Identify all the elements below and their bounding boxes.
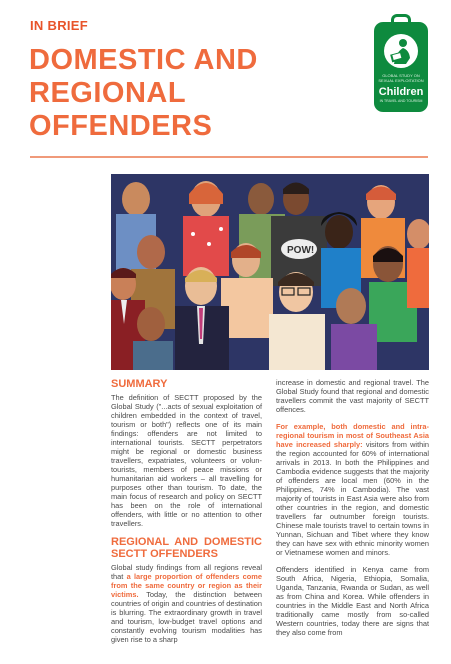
regional-body-end: Today, the distinction between countries of origin and countries of destination is blurring. The extraordinary growth in travel and tourism, low-budget travel options and constantly evolving tourism modalities has given rise to a sharp <box>111 590 262 644</box>
children-travel-logo <box>374 14 428 112</box>
logo-sub-text: IN TRAVEL AND TOURISM <box>379 99 423 103</box>
summary-heading: SUMMARY <box>111 378 168 390</box>
right-paragraph-3: Offenders identified in Kenya came from South Africa, Nigeria, Ethiopia, Somalia, Uganda, Tanzania, Rwanda or Sudan, as well as from China and Korea. While offenders in countries in the Middle East and North Africa traditionally came mostly from so-called Western countries, today there are signs that they also come from <box>276 565 429 637</box>
kicker-label: IN BRIEF <box>30 18 89 33</box>
logo-name: Children <box>378 86 424 98</box>
header-divider <box>30 156 428 158</box>
right-paragraph-2-rest: visitors from within the region accounted for 60% of international arrivals in 2013. In both the Philippines and Cambodia evidence suggests that the majority of offenders are local men (60% in the Philippines, 74% in Cambodia). The vast majority of tourists in East Asia were also from other countries in the region, and domestic travellers far outnumber foreign tourists. Chinese male tourists travel to certain towns in Yunnan, Sichuan and Tibet where they know they can have sex with ethnic minority women or Vietnamese women and minors. <box>276 440 429 557</box>
regional-body-highlight: a large proportion of offenders come from the same country or region as their victims. <box>111 572 262 599</box>
regional-body-start: Global study findings from all regions reveal that <box>111 563 262 581</box>
summary-body: The definition of SECTT proposed by the Global Study ("...acts of sexual exploitation of children embedded in the context of travel, tourism or both") reflects one of its main findings: offenders are not limited to international tourists. SECTT perpetrators might be regional or domestic business travellers, expatriates, volunteers or volun-tourists, members of peace missions or humanitarian aid workers – all travelling for purposes other than tourism. To date, the main focus of research and policy on SECTT has been on the role of international offenders, with little or no attention to other travellers. <box>111 393 262 528</box>
regional-heading: REGIONAL AND DOMESTIC SECTT OFFENDERS <box>111 536 262 560</box>
crowd-illustration <box>111 174 429 370</box>
page-title <box>29 44 258 143</box>
left-column <box>111 378 262 652</box>
right-paragraph-1: increase in domestic and regional travel. The Global Study found that regional and domestic travellers commit the vast majority of SECTT offences. <box>276 378 429 414</box>
title-line-1: DOMESTIC AND <box>29 44 258 76</box>
logo-top-text: GLOBAL STUDY ON SEXUAL EXPLOITATION <box>378 73 424 83</box>
reading-child-icon <box>384 34 418 68</box>
title-line-3: OFFENDERS <box>29 110 213 142</box>
right-paragraph-2-highlight: For example, both domestic and intra-regional tourism in most of Southeast Asia have increased sharply: <box>276 422 429 449</box>
right-column <box>276 378 429 645</box>
title-line-2: REGIONAL <box>29 77 187 109</box>
speech-bubble-text: POW! <box>287 245 315 256</box>
regional-body <box>111 563 262 644</box>
right-paragraph-2 <box>276 422 429 557</box>
